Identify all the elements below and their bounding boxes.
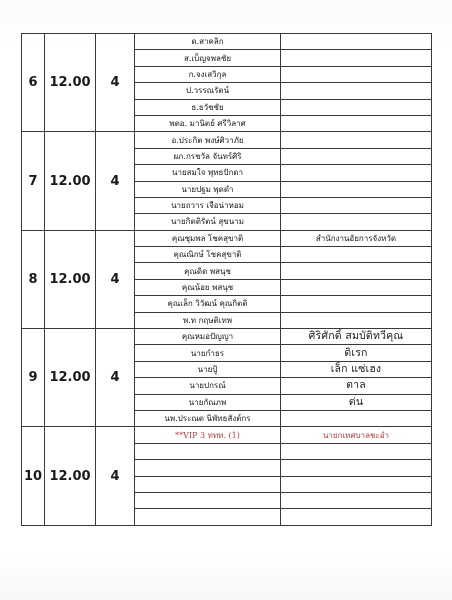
remark <box>281 214 432 230</box>
remark <box>281 165 432 181</box>
player-name: นพ.ประณต นิพัทธสังต์กร <box>135 410 281 426</box>
remark <box>281 181 432 197</box>
remark <box>281 263 432 279</box>
table-row <box>22 230 432 246</box>
player-name <box>135 492 281 508</box>
remark <box>281 115 432 131</box>
remark <box>281 296 432 312</box>
remark: ดิเรก <box>281 345 432 361</box>
player-name: นายกำธร <box>135 345 281 361</box>
remark: ศิริศักดิ์ สมบัติทวีคุณ <box>281 329 432 345</box>
remark <box>281 83 432 99</box>
player-name: คุณชุมพล โชคสุขาติ <box>135 230 281 246</box>
player-name <box>135 460 281 476</box>
group-number: 6 <box>22 34 45 132</box>
player-name: พ.ท กฤษติเทพ <box>135 312 281 328</box>
table-row <box>22 329 432 345</box>
remark <box>281 312 432 328</box>
remark <box>281 509 432 525</box>
player-name: นายกัณภพ <box>135 394 281 410</box>
player-name: ผภ.กรชวัล จันทร์ศิริ <box>135 148 281 164</box>
player-name: นายกิตติรัตน์ สุขนาม <box>135 214 281 230</box>
remark <box>281 476 432 492</box>
player-name: ป.วรรณรัตน์ <box>135 83 281 99</box>
player-name: อ.ประกิต พงษ์ศิวาภัย <box>135 132 281 148</box>
player-name: คุณหมอปัญญา <box>135 329 281 345</box>
player-name: ธ.ธวัชชัย <box>135 99 281 115</box>
remark <box>281 443 432 459</box>
tee-time: 12.00 <box>45 329 96 427</box>
remark <box>281 492 432 508</box>
tee-time: 12.00 <box>45 230 96 328</box>
player-name: คุณน้อย พสนุช <box>135 279 281 295</box>
player-name: **VIP 3 ททท. (1) <box>135 427 281 443</box>
player-count: 4 <box>96 230 135 328</box>
player-name: ด.สาคลิก <box>135 34 281 50</box>
player-name <box>135 476 281 492</box>
remark: เล็ก แซ่เฮง <box>281 361 432 377</box>
player-name: ส.เบ็ญจพลชัย <box>135 50 281 66</box>
player-name <box>135 509 281 525</box>
remark <box>281 410 432 426</box>
group-number: 9 <box>22 329 45 427</box>
table-row <box>22 34 432 50</box>
player-name <box>135 443 281 459</box>
remark <box>281 197 432 213</box>
table-row <box>22 427 432 443</box>
tee-time: 12.00 <box>45 132 96 230</box>
player-name: พตอ. มานิตย์ ศรีวิลาศ <box>135 115 281 131</box>
player-name: คุณดิด พสนุช <box>135 263 281 279</box>
remark <box>281 132 432 148</box>
player-name: นายสมใจ พุทธปักดา <box>135 165 281 181</box>
remark <box>281 460 432 476</box>
remark <box>281 34 432 50</box>
group-number: 7 <box>22 132 45 230</box>
remark <box>281 66 432 82</box>
remark <box>281 50 432 66</box>
player-name: นายปฐม พุดดำ <box>135 181 281 197</box>
schedule-table <box>21 33 432 526</box>
player-name: นายปกรณ์ <box>135 378 281 394</box>
player-count: 4 <box>96 132 135 230</box>
player-name: นายปู้ <box>135 361 281 377</box>
player-name: ก.จงเสวิกุล <box>135 66 281 82</box>
player-count: 4 <box>96 329 135 427</box>
player-count: 4 <box>96 34 135 132</box>
group-number: 10 <box>22 427 45 525</box>
remark: ตาล <box>281 378 432 394</box>
player-name: นายถวาร เจือน่าหอม <box>135 197 281 213</box>
remark <box>281 279 432 295</box>
remark: นายกเทศบาลชะอำ <box>281 427 432 443</box>
tee-time: 12.00 <box>45 427 96 525</box>
tee-time: 12.00 <box>45 34 96 132</box>
table-row <box>22 132 432 148</box>
remark <box>281 99 432 115</box>
player-count: 4 <box>96 427 135 525</box>
remark: สำนักงานอัยการจังหวัด <box>281 230 432 246</box>
remark <box>281 148 432 164</box>
player-name: คุณณิกษ์ โชคสุขาติ <box>135 247 281 263</box>
group-number: 8 <box>22 230 45 328</box>
remark: ต่น <box>281 394 432 410</box>
remark <box>281 247 432 263</box>
player-name: คุณเล็ก วิวัฒน์ คุณกิตติ <box>135 296 281 312</box>
